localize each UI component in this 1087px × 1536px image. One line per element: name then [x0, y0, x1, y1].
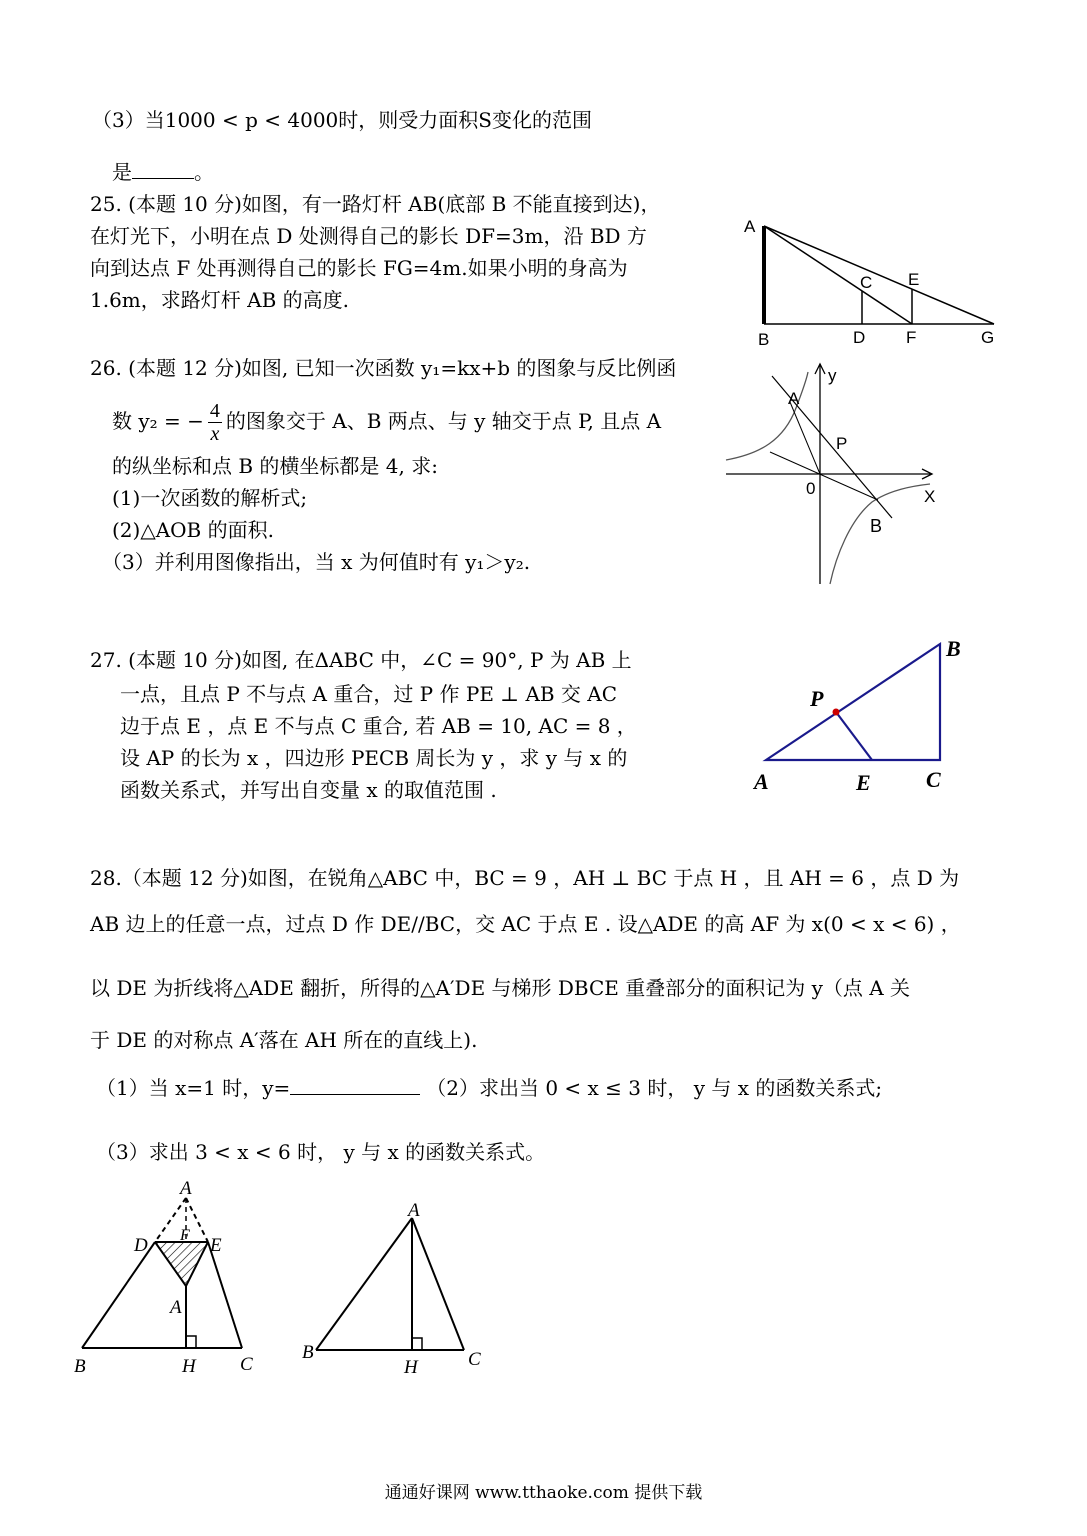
label-e: E: [908, 270, 920, 289]
label-y: y: [828, 366, 837, 385]
label-h: H: [182, 1356, 196, 1377]
label-b: B: [870, 516, 883, 536]
q27-line2: 一点，且点 P 不与点 A 重合，过 P 作 PE ⊥ AB 交 AC: [120, 682, 618, 706]
label-c: C: [240, 1354, 253, 1375]
q27-line5: 函数关系式，并写出自变量 x 的取值范围 .: [120, 778, 497, 802]
q26-line6: （3）并利用图像指出，当 x 为何值时有 y₁＞y₂.: [102, 550, 531, 574]
label-a: A: [744, 217, 756, 236]
label-e: E: [856, 770, 871, 795]
label-p: P: [810, 686, 824, 711]
q25-line2: 在灯光下，小明在点 D 处测得自己的影长 DF=3m，沿 BD 方: [90, 224, 647, 248]
q24-part3-prefix: 是: [112, 160, 132, 184]
q26-line5: (2)△AOB 的面积.: [112, 518, 274, 542]
label-x: X: [924, 487, 936, 506]
label-a: A: [408, 1200, 420, 1221]
q25-line1: 25. (本题 10 分)如图，有一路灯杆 AB(底部 B 不能直接到达)，: [90, 192, 661, 216]
q26-line3: 的纵坐标和点 B 的横坐标都是 4, 求:: [112, 454, 438, 478]
q28-part2: （2）求出当 0 < x ≤ 3 时， y 与 x 的函数关系式;: [426, 1076, 883, 1100]
q27-line1: 27. (本题 10 分)如图, 在ΔABC 中，∠C = 90°, P 为 AB 上: [90, 648, 632, 672]
q25-line3: 向到达点 F 处再测得自己的影长 FG=4m.如果小明的身高为: [90, 256, 628, 280]
fraction-numerator: 4: [209, 400, 220, 422]
q25-line4: 1.6m，求路灯杆 AB 的高度.: [90, 288, 349, 312]
label-b: B: [946, 636, 961, 661]
label-a: A: [788, 389, 800, 408]
label-c: C: [860, 273, 873, 292]
label-h: H: [404, 1357, 418, 1378]
label-d: D: [134, 1235, 148, 1256]
label-p: P: [836, 434, 848, 453]
segment-ac: [412, 1218, 464, 1350]
label-f: F: [180, 1227, 190, 1244]
label-b: B: [74, 1356, 86, 1377]
q28-line6: （3）求出 3 < x < 6 时， y 与 x 的函数关系式。: [96, 1140, 546, 1164]
label-b: B: [758, 330, 770, 349]
q24-part3-end: 。: [194, 160, 214, 184]
q26-line4: (1)一次函数的解析式;: [112, 486, 308, 510]
label-b: B: [302, 1342, 314, 1363]
right-angle-mark: [412, 1338, 422, 1350]
fraction-denominator: x: [210, 423, 220, 445]
q28-part1: （1）当 x=1 时，y=: [96, 1076, 291, 1100]
q28-line1: 28.（本题 12 分)如图，在锐角△ABC 中，BC = 9 ，AH ⊥ BC 于点 H ，且 AH = 6 ，点 D 为: [90, 866, 960, 890]
q26-line2-suffix: 的图象交于 A、B 两点、与 y 轴交于点 P, 且点 A: [225, 409, 662, 433]
label-e: E: [210, 1235, 222, 1256]
label-f: F: [906, 328, 917, 347]
q27-line3: 边于点 E ，点 E 不与点 C 重合, 若 AB = 10, AC = 8 ，: [120, 714, 637, 738]
label-a: A: [180, 1178, 192, 1199]
label-a-prime: A: [170, 1297, 182, 1318]
label-d: D: [853, 328, 866, 347]
q26-line1: 26. (本题 12 分)如图, 已知一次函数 y₁=kx+b 的图象与反比例函: [90, 356, 677, 380]
q26-line2-prefix: 数 y₂ = −: [112, 409, 204, 433]
label-origin: 0: [806, 479, 816, 498]
q28-line2: AB 边上的任意一点，过点 D 作 DE//BC，交 AC 于点 E . 设△ADE 的高 AF 为 x(0 < x < 6) ，: [90, 912, 961, 936]
q27-line4: 设 AP 的长为 x ，四边形 PECB 周长为 y ，求 y 与 x 的: [120, 746, 628, 770]
label-g: G: [981, 328, 995, 347]
label-a: A: [754, 769, 769, 794]
q28-line3: 以 DE 为折线将△ADE 翻折，所得的△A′DE 与梯形 DBCE 重叠部分的面积记为 y（点 A 关: [90, 976, 911, 1000]
page-footer: 通通好课网 www.tthaoke.com 提供下载: [384, 1483, 703, 1503]
q24-part3-line1: （3）当1000 < p < 4000时，则受力面积S变化的范围: [92, 108, 592, 132]
label-c: C: [468, 1349, 481, 1370]
label-c: C: [926, 767, 941, 792]
q28-line4: 于 DE 的对称点 A′落在 AH 所在的直线上).: [90, 1028, 478, 1052]
segment-ab: [316, 1218, 412, 1350]
